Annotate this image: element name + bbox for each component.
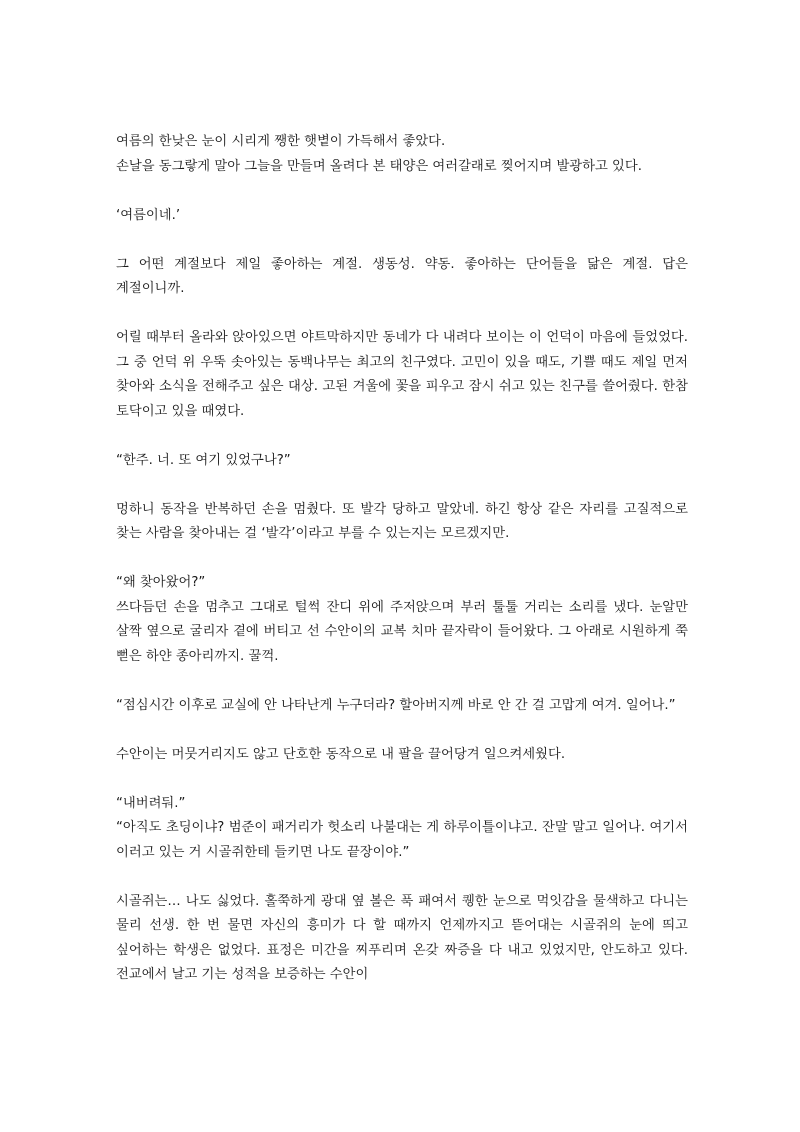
paragraph-7: 멍하니 동작을 반복하던 손을 멈췄다. 또 발각 당하고 말았네. 하긴 항상 같은 자리를 고질적으로 찾는 사람을 찾아내는 걸 ‘발각’이라고 부를 수 있는지는 모르겠지만. bbox=[116, 501, 688, 541]
paragraph-8: “왜 찾아왔어?” bbox=[116, 575, 206, 590]
paragraph-12: “내버려둬.” bbox=[116, 795, 186, 811]
paragraph-9: 쓰다듬던 손을 멈추고 그대로 털썩 잔디 위에 주저앉으며 부러 툴툴 거리는 소리를 냈다. 눈알만 살짝 옆으로 굴리자 곁에 버티고 선 수안이의 교복 치마 끝자락이 들어왔다. 그 아래로 시원하게 쭉 뻗은 하얀 종아리까지. 꿀꺽. bbox=[116, 599, 688, 664]
document-page bbox=[116, 130, 688, 988]
paragraph-10: “점심시간 이후로 교실에 안 나타난게 누구더라? 할아버지께 바로 안 간 걸 고맙게 여겨. 일어나.” bbox=[116, 697, 676, 713]
paragraph-11: 수안이는 머뭇거리지도 않고 단호한 동작으로 내 팔을 끌어당겨 일으켜세웠다. bbox=[116, 746, 566, 762]
paragraph-4: 그 어떤 계절보다 제일 좋아하는 계절. 생동성. 약동. 좋아하는 단어들을 닮은 계절. 답은 계절이니까. bbox=[116, 256, 688, 296]
paragraph-2: 손날을 동그랗게 말아 그늘을 만들며 올려다 본 태양은 여러갈래로 찢어지며 발광하고 있다. bbox=[116, 158, 642, 174]
paragraph-1: 여름의 한낮은 눈이 시리게 쨍한 햇볕이 가득해서 좋았다. bbox=[116, 134, 446, 149]
paragraph-6: “한주. 너. 또 여기 있었구나?” bbox=[116, 452, 291, 468]
paragraph-3: ‘여름이네.’ bbox=[116, 207, 181, 223]
paragraph-13: “아직도 초딩이냐? 범준이 패거리가 헛소리 나불대는 게 하루이틀이냐고. 잔말 말고 일어나. 여기서 이러고 있는 거 시골쥐한테 들키면 나도 끝장이야.” bbox=[116, 820, 688, 860]
paragraph-14: 시골쥐는… 나도 싫었다. 홀쭉하게 광대 옆 볼은 푹 패여서 퀭한 눈으로 먹잇감을 물색하고 다니는 물리 선생. 한 번 물면 자신의 흥미가 다 할 때까지 언제까지고 뜯어대는 시골쥐의 눈에 띄고 싶어하는 학생은 없었다. 표정은 미간을 찌푸리며 온갖 짜증을 다 내고 있었지만, 안도하고 있다. 전교에서 날고 기는 성적을 보증하는 수안이 bbox=[116, 893, 688, 982]
paragraph-5: 어릴 때부터 올라와 앉아있으면 야트막하지만 동네가 다 내려다 보이는 이 언덕이 마음에 들었었다. 그 중 언덕 위 우뚝 솟아있는 동백나무는 최고의 친구였다. 고민이 있을 때도, 기쁠 때도 제일 먼저 찾아와 소식을 전해주고 싶은 대상. 고된 겨울에 꽃을 피우고 잠시 쉬고 있는 친구를 쓸어줬다. 한참 토닥이고 있을 때였다. bbox=[116, 330, 688, 419]
